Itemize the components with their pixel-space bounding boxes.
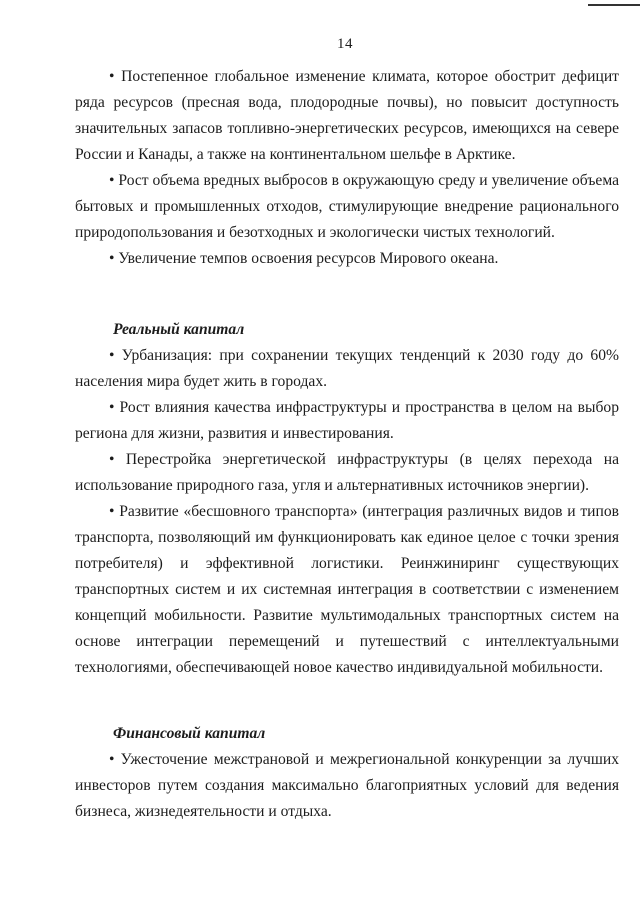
real-capital-heading: Реальный капитал xyxy=(113,321,245,338)
bullet-ocean-resources: • Увеличение темпов освоения ресурсов Мирового океана. xyxy=(75,246,619,272)
financial-capital-heading: Финансовый капитал xyxy=(113,725,266,742)
real-capital-section xyxy=(75,317,619,681)
page-number: 14 xyxy=(337,36,353,52)
bullet-climate-change: • Постепенное глобальное изменение климата, которое обострит дефицит ряда ресурсов (пресная вода, плодородные почвы), но повысит доступность значительных запасов топливно-энергетических ресурсов, имеющихся на севере России и Канады, а также на континентальном шельфе в Арктике. xyxy=(75,64,619,168)
bullet-urbanization: • Урбанизация: при сохранении текущих тенденций к 2030 году до 60% населения мира будет жить в городах. xyxy=(75,343,619,395)
bullet-seamless-transport: • Развитие «бесшовного транспорта» (интеграция различных видов и типов транспорта, позволяющий им функционировать как единое целое с точки зрения потребителя) и эффективной логистики. Реинжиниринг существующих транспортных систем и их системная интеграция в соответствии с изменением концепций мобильности. Развитие мультимодальных транспортных систем на основе интеграции перемещений и путешествий с интеллектуальными технологиями, обеспечивающей новое качество индивидуальной мобильности. xyxy=(75,499,619,681)
bullet-investor-competition: • Ужесточение межстрановой и межрегиональной конкуренции за лучших инвесторов путем создания максимально благоприятных условий для ведения бизнеса, жизнедеятельности и отдыха. xyxy=(75,747,619,825)
intro-section xyxy=(75,64,619,272)
bullet-energy-infrastructure: • Перестройка энергетической инфраструктуры (в целях перехода на использование природного газа, угля и альтернативных источников энергии). xyxy=(75,447,619,499)
financial-capital-section xyxy=(75,721,619,825)
bullet-infrastructure-quality: • Рост влияния качества инфраструктуры и пространства в целом на выбор региона для жизни, развития и инвестирования. xyxy=(75,395,619,447)
page-content xyxy=(75,64,619,825)
bullet-emissions-waste: • Рост объема вредных выбросов в окружающую среду и увеличение объема бытовых и промышленных отходов, стимулирующие внедрение рационального природопользования и безотходных и экологически чистых технологий. xyxy=(75,168,619,246)
top-rule xyxy=(588,4,640,6)
